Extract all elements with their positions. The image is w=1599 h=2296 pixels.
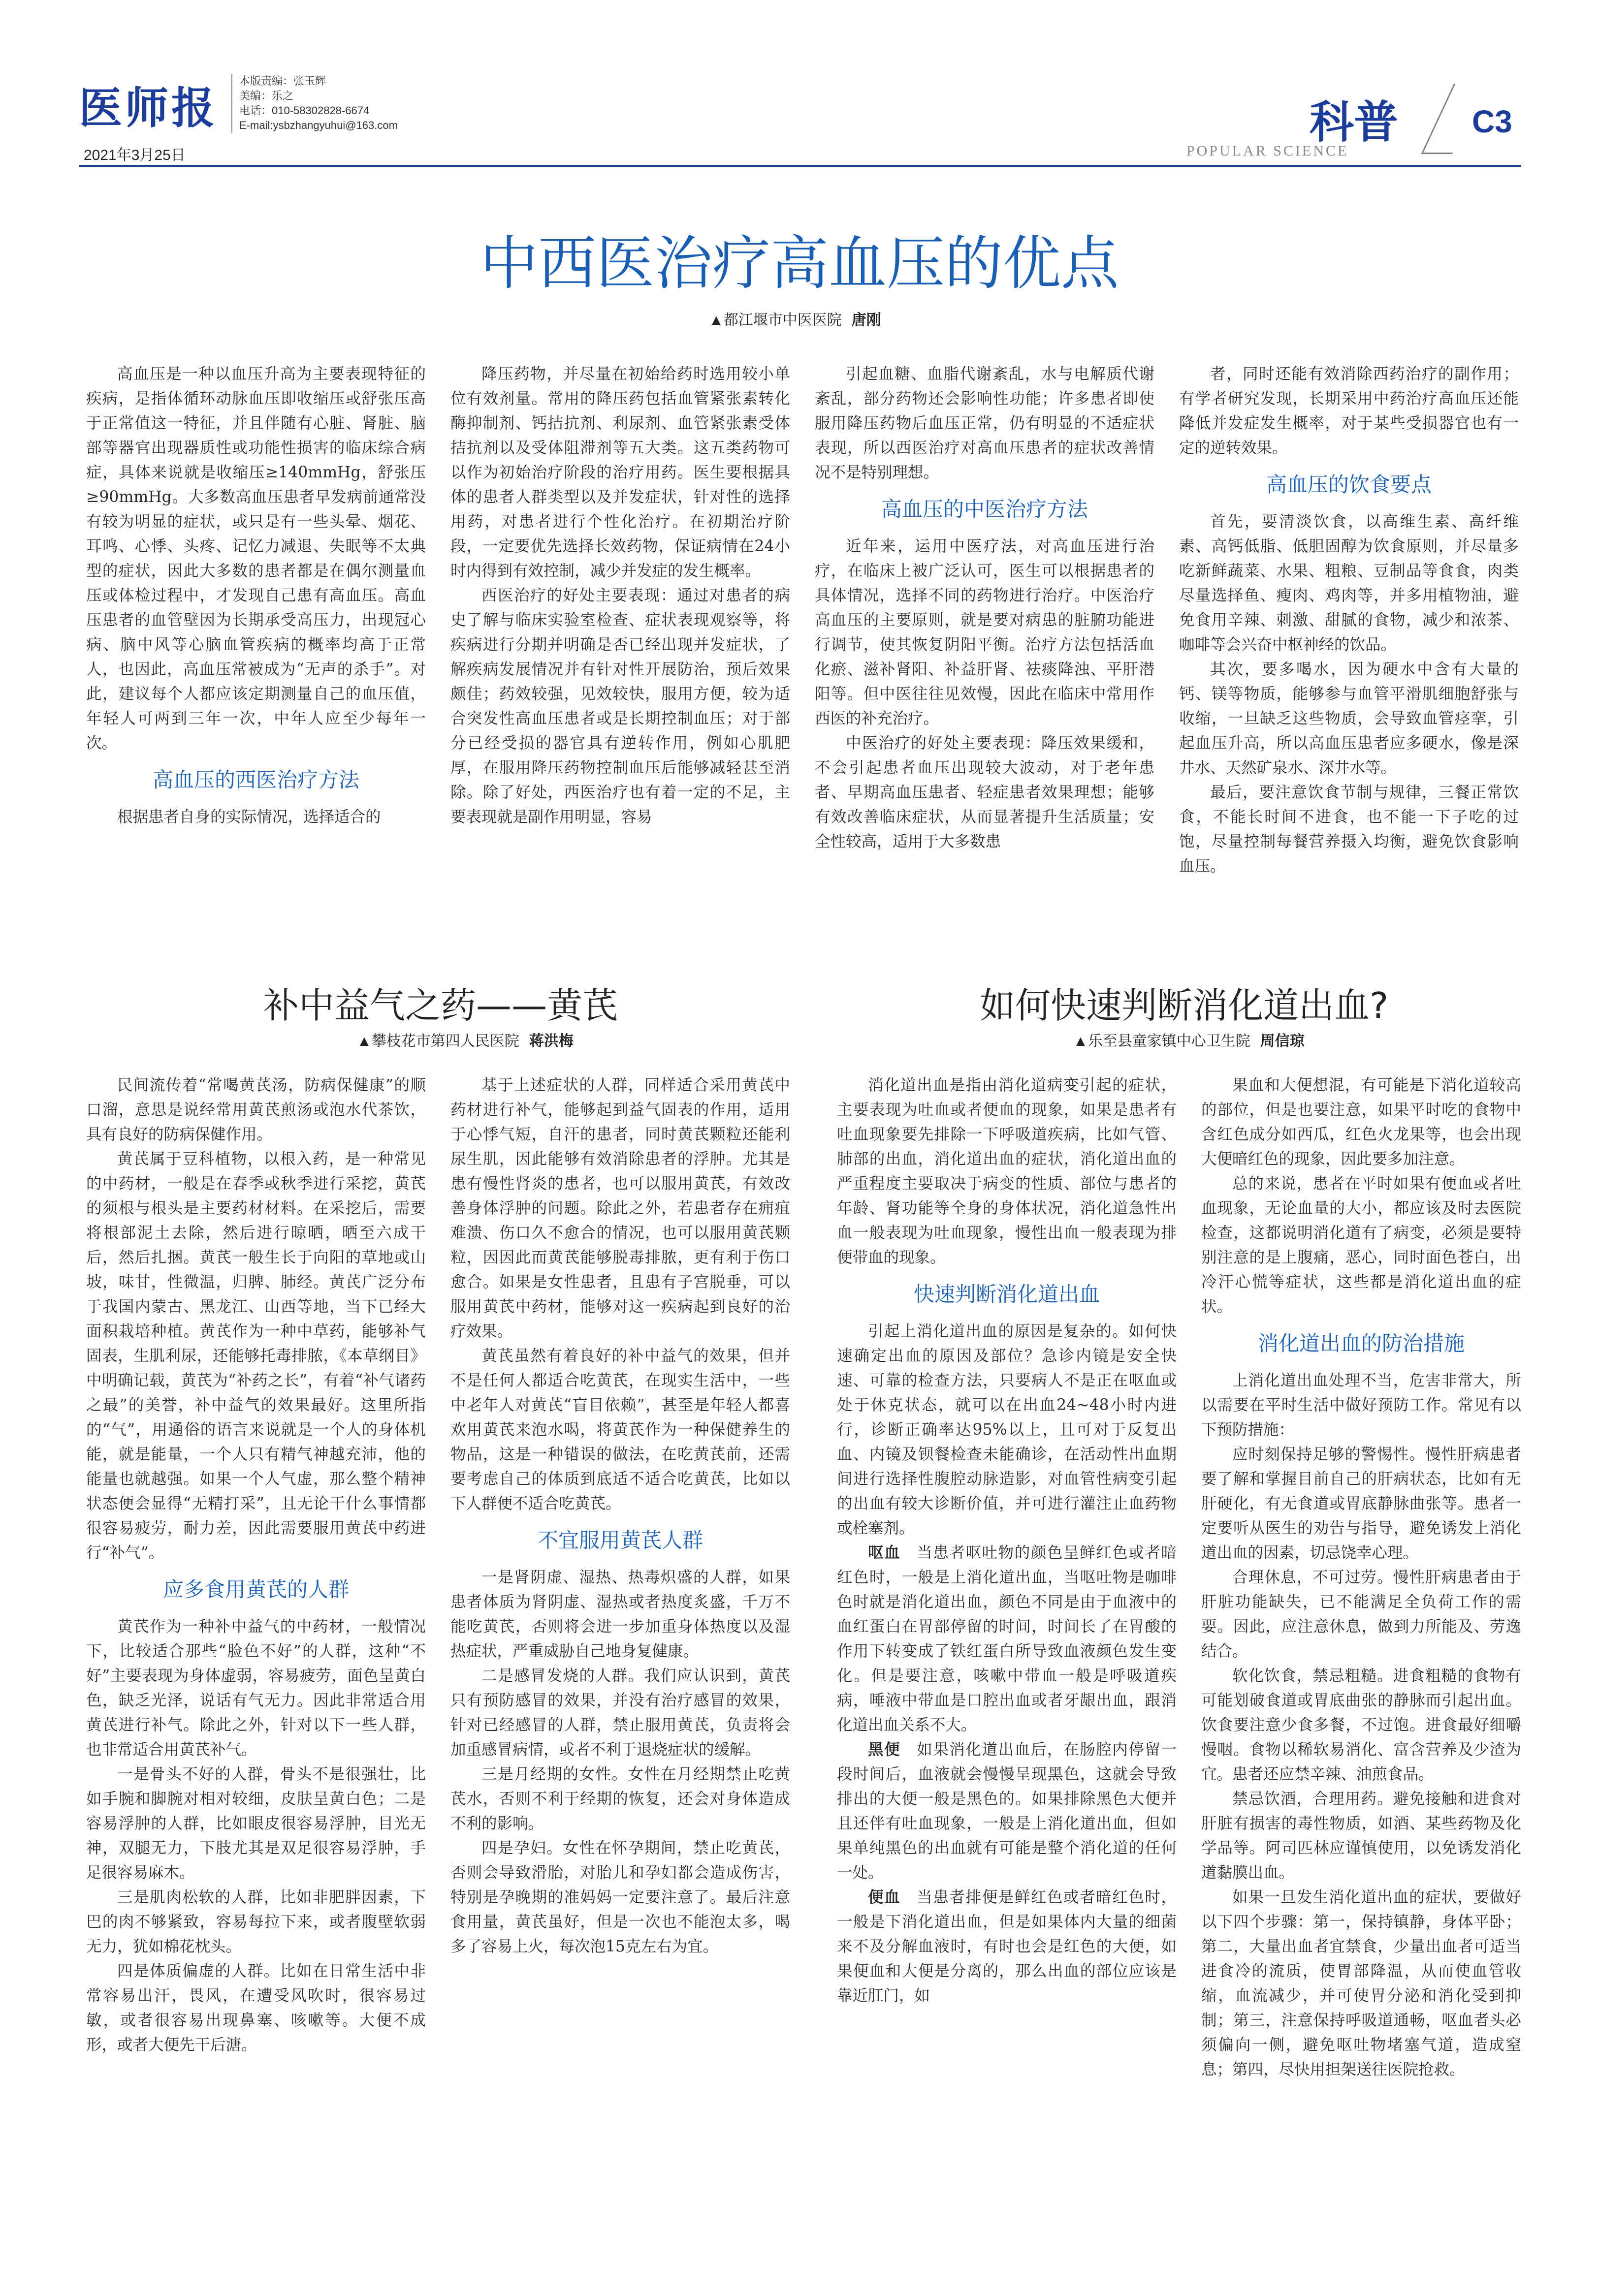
section-heading: 消化道出血的防治措施 (1257, 1331, 1465, 1355)
paragraph (1179, 509, 1519, 657)
paragraph-text: 中医治疗的好处主要表现：降压效果缓和，不会引起患者血压出现较大波动，对于老年患者、早期高血压患者、轻症患者效果理想；能够有效改善临床症状，从而显著提升生活质量；安全性较高，适用于大多数患 (815, 734, 1154, 850)
paragraph-text: 最后，要注意饮食节制与规律，三餐正常饮食，不能长时间不进食，也不能一下子吃的过饱，尽量控制每餐营养摄入均衡，避免饮食影响血压。 (1179, 784, 1519, 875)
designer-line: 美编：乐之 (239, 90, 294, 102)
paragraph-text: 三是肌肉松软的人群，比如非肥胖因素，下巴的肉不够紧致，容易每拉下来，或者腹壁软弱无力，犹如棉花枕头。 (86, 1888, 426, 1955)
article1-byline (709, 308, 881, 329)
paragraph-text: 近年来，运用中医疗法，对高血压进行治疗，在临床上被广泛认可，医生可以根据患者的具体情况，选择不同的药物进行治疗。中医治疗高血压的主要原则，就是要对病患的脏腑功能进行调节，使其恢复阴阳平衡。治疗方法包括活血化瘀、滋补肾阳、补益肝肾、祛痰降浊、平肝潜阳等。但中医往往见效慢，因此在临床中常用作西医的补充治疗。 (815, 537, 1154, 727)
byline-author: 周信琼 (1260, 1033, 1305, 1049)
paragraph-lead: 便血 (868, 1888, 901, 1906)
paragraph-text: 根据患者自身的实际情况，选择适合的 (117, 808, 381, 826)
article2-column-1 (86, 1073, 426, 2057)
paragraph (450, 1664, 790, 1762)
paragraph (815, 534, 1154, 731)
article3-column-1 (837, 1073, 1177, 2008)
paragraph (86, 1614, 426, 1762)
paragraph-text: 上消化道出血处理不当，危害非常大，所以需要在平时生活中做好预防工作。常见有以下预防措施： (1201, 1372, 1521, 1439)
paragraph-text: 当患者排便是鲜红色或者暗红色时，一般是下消化道出血，但是如果体内大量的细菌来不及分解血液时，有时也会是红色的大便，如果便血和大便是分离的，那么出血的部位应该是靠近肛门，如 (837, 1888, 1177, 2005)
paragraph-text: 三是月经期的女性。女性在月经期禁止吃黄芪水，否则不利于经期的恢复，还会对身体造成不利的影响。 (450, 1765, 790, 1832)
paragraph-text: 降压药物，并尽量在初始给药时选用较小单位有效剂量。常用的降压药包括血管紧张素转化酶抑制剂、钙拮抗剂、利尿剂、血管紧张素受体拮抗剂以及受体阻滞剂等五大类。这五类药物可以作为初始治疗阶段的治疗用药。医生要根据具体的患者人群类型以及并发症状，针对性的选择用药，对患者进行个性化治疗。在初期治疗阶段，一定要优先选择长效药物，保证病情在24小时内得到有效控制，减少并发症的发生概率。 (450, 365, 790, 580)
paragraph (86, 362, 426, 755)
paragraph (1179, 780, 1519, 879)
paragraph (450, 583, 790, 829)
article2-column-2 (450, 1073, 790, 1959)
paragraph-text: 二是感冒发烧的人群。我们应认识到，黄芪只有预防感冒的效果，并没有治疗感冒的效果，针对已经感冒的人群，禁止服用黄芪，负责将会加重感冒病情，或者不利于退烧症状的缓解。 (450, 1667, 790, 1759)
paragraph-text: 总的来说，患者在平时如果有便血或者吐血现象，无论血量的大小，都应该及时去医院检查，这都说明消化道有了病变，必须是要特别注意的是上腹痛，恶心，同时面色苍白，出冷汗心慌等症状，这些都是消化道出血的症状。 (1201, 1175, 1521, 1316)
email-line: E-mail:ysbzhangyuhui@163.com (239, 119, 398, 131)
paragraph (1201, 1171, 1521, 1319)
paragraph (450, 1836, 790, 1959)
issue-date: 2021年3月25日 (84, 147, 186, 163)
paragraph (1179, 362, 1519, 460)
paragraph-text: 基于上述症状的人群，同样适合采用黄芪中药材进行补气，能够起到益气固表的作用，适用于心悸气短，自汗的患者，同时黄芪颗粒还能利尿生肌，因此能够有效消除患者的浮肿。尤其是患有慢性肾炎的患者，也可以服用黄芪，有效改善身体浮肿的问题。除此之外，若患者存在痈疽难溃、伤口久不愈合的情况，也可以服用黄芪颗粒，因因此而黄芪能够脱毒排脓，更有利于伤口愈合。如果是女性患者，且患有子宫脱垂，可以服用黄芪中药材，能够对这一疾病起到良好的治疗效果。 (450, 1076, 790, 1340)
paragraph (815, 731, 1154, 854)
paragraph-text: 如果一旦发生消化道出血的症状，要做好以下四个步骤：第一，保持镇静，身体平卧；第二，大量出血者宜禁食，少量出血者可适当进食冷的流质，使胃部降温，从而使血管收缩，血流减少，并可使胃分泌和消化受到抑制；第三，注意保持呼吸道通畅，呕血者头必须偏向一侧，避免呕吐物堵塞气道，造成窒息；第四，尽快用担架送往医院抢救。 (1201, 1888, 1521, 2078)
paragraph (837, 1541, 1177, 1737)
paragraph-text: 禁忌饮酒，合理用药。避免接触和进食对肝脏有损害的毒性物质，如酒、某些药物及化学品等。阿司匹林应谨慎使用，以免诱发消化道黏膜出血。 (1201, 1790, 1521, 1882)
section-heading: 不宜服用黄芪人群 (537, 1528, 703, 1552)
phone-line: 电话：010-58302828-6674 (239, 104, 370, 117)
article1-column-2 (450, 362, 790, 829)
byline-org: ▲攀枝花市第四人民医院 (357, 1033, 519, 1049)
paragraph (86, 1073, 426, 1147)
paragraph-lead: 呕血 (868, 1543, 901, 1562)
article3-byline (1073, 1029, 1305, 1050)
article2-title: 补中益气之药——黄芪 (263, 985, 618, 1026)
paragraph-text: 如果消化道出血后，在肠腔内停留一段时间后，血液就会慢慢呈现黑色，这就会导致排出的大便一般是黑色的。如果排除黑色大便并且还伴有吐血现象，一般是上消化道出血，但如果单纯黑色的出血就有可能是整个消化道的任何一处。 (837, 1741, 1177, 1882)
paragraph (837, 1073, 1177, 1270)
paragraph-text: 黄芪作为一种补中益气的中药材，一般情况下，比较适合那些“脸色不好”的人群，这种“不好”主要表现为身体虚弱，容易疲劳，面色呈黄白色，缺乏光泽，说话有气无力。因此非常适合用黄芪进行补气。除此之外，针对以下一些人群，也非常适合用黄芪补气。 (86, 1618, 426, 1759)
paragraph-text: 其次，要多喝水，因为硬水中含有大量的钙、镁等物质，能够参与血管平滑肌细胞舒张与收缩，一旦缺乏这些物质，会导致血管痉挛，引起血压升高，所以高血压患者应多硬水，像是深井水、天然矿泉水、深井水等。 (1179, 660, 1519, 777)
paragraph (837, 1319, 1177, 1541)
article1-column-4 (1179, 362, 1519, 879)
paragraph (86, 1885, 426, 1959)
paragraph-text: 引起血糖、血脂代谢紊乱，水与电解质代谢紊乱，部分药物还会影响性功能；许多患者即使服用降压药物后血压正常，仍有明显的不适症状表现，所以西医治疗对高血压患者的症状改善情况不是特别理想。 (815, 365, 1154, 481)
paragraph (86, 1147, 426, 1565)
editor-line: 本版责编：张玉辉 (239, 75, 326, 87)
paragraph-text: 黄芪虽然有着良好的补中益气的效果，但并不是任何人都适合吃黄芪，在现实生活中，一些中老年人对黄芪“盲目依赖”，甚至是年轻人都喜欢用黄芪来泡水喝，将黄芪作为一种保健养生的物品，这是一种错误的做法，在吃黄芪前，还需要考虑自己的体质到底适不适合吃黄芪，比如以下人群便不适合吃黄芪。 (450, 1347, 790, 1512)
section-subtitle: POPULAR SCIENCE (1186, 143, 1349, 159)
paragraph-text: 四是孕妇。女性在怀孕期间，禁止吃黄芪，否则会导致滑胎，对胎儿和孕妇都会造成伤害，特别是孕晚期的准妈妈一定要注意了。最后注意食用量，黄芪虽好，但是一次也不能泡太多，喝多了容易上火，每次泡15克左右为宜。 (450, 1839, 790, 1955)
paragraph-text: 果血和大便想混，有可能是下消化道较高的部位，但是也要注意，如果平时吃的食物中含红色成分如西瓜，红色火龙果等，也会出现大便暗红色的现象，因此要多加注意。 (1201, 1076, 1521, 1168)
paragraph (450, 1073, 790, 1344)
paragraph (450, 1344, 790, 1516)
paragraph (86, 805, 426, 829)
paragraph-text: 四是体质偏虚的人群。比如在日常生活中非常容易出汗，畏风，在遭受风吹时，很容易过敏，或者很容易出现鼻塞、咳嗽等。大便不成形，或者大便先干后溏。 (86, 1962, 426, 2054)
paragraph-text: 软化饮食，禁忌粗糙。进食粗糙的食物有可能划破食道或胃底曲张的静脉而引起出血。饮食要注意少食多餐，不过饱。进食最好细嚼慢咽。食物以稀软易消化、富含营养及少渣为宜。患者还应禁辛辣、油煎食品。 (1201, 1667, 1521, 1783)
paragraph-lead: 黑便 (868, 1740, 901, 1759)
paragraph-text: 者，同时还能有效消除西药治疗的副作用；有学者研究发现，长期采用中药治疗高血压还能降低并发症发生概率，对于某些受损器官也有一定的逆转效果。 (1179, 365, 1519, 457)
paragraph (1201, 1565, 1521, 1664)
section-heading: 高血压的中医治疗方法 (881, 497, 1088, 521)
paragraph-text: 一是肾阴虚、湿热、热毒炽盛的人群，如果患者体质为肾阴虚、湿热或者热度炙盛，千万不能吃黄芪，否则将会进一步加重身体热度以及湿热症状，严重威胁自己地身复健康。 (450, 1569, 790, 1660)
paragraph-text: 一是骨头不好的人群，骨头不是很强壮，比如手腕和脚腕对相对较细，皮肤呈黄白色；二是容易浮肿的人群，比如眼皮很容易浮肿，目光无神，双腿无力，下肢尤其是双足很容易浮肿，手足很容易麻木。 (86, 1765, 426, 1882)
paragraph-text: 高血压是一种以血压升高为主要表现特征的疾病，是指体循环动脉血压即收缩压或舒张压高于正常值这一特征，并且伴随有心脏、肾脏、脑部等器官出现器质性或功能性损害的临床综合病症，具体来说就是收缩压≥140mmHg，舒张压≥90mmHg。大多数高血压患者早发病前通常没有较为明显的症状，或只是有一些头晕、烟花、耳鸣、心悸、头疼、记忆力减退、失眠等不太典型的症状，因此大多数的患者都是在偶尔测量血压或体检过程中，才发现自己患有高血压。高血压患者的血管壁因为长期承受高压力，出现冠心病、脑中风等心脑血管疾病的概率均高于正常人，也因此，高血压常被成为“无声的杀手”。对此，建议每个人都应该定期测量自己的血压值，年轻人可两到三年一次，中年人应至少每年一次。 (86, 365, 426, 752)
paragraph-text: 西医治疗的好处主要表现：通过对患者的病史了解与临床实验室检查、症状表现观察等，将疾病进行分期并明确是否已经出现并发症状，了解疾病发展情况并有针对性开展防治，预后效果颇佳；药效较强，见效较快，服用方便，较为适合突发性高血压患者或是长期控制血压；对于部分已经受损的器官具有逆转作用，例如心肌肥厚，在服用降压药物控制血压后能够减轻甚至消除。除了好处，西医治疗也有着一定的不足，主要表现就是副作用明显，容易 (450, 587, 790, 826)
paragraph (450, 362, 790, 583)
section-heading: 高血压的饮食要点 (1266, 472, 1432, 497)
paragraph (86, 1762, 426, 1885)
page-code: C3 (1472, 104, 1512, 139)
paragraph (1201, 1073, 1521, 1171)
paragraph (1201, 1885, 1521, 2082)
paragraph (1201, 1664, 1521, 1787)
section-title: 科普 (1310, 96, 1398, 148)
paragraph-text: 黄芪属于豆科植物，以根入药，是一种常见的中药材，一般是在春季或秋季进行采挖，黄芪的须根与根头是主要药材材料。在采挖后，需要将根部泥土去除，然后进行晾晒，晒至六成干后，然后扎捆。黄芪一般生长于向阳的草地或山坡，味甘，性微温，归脾、肺经。黄芪广泛分布于我国内蒙古、黑龙江、山西等地，当下已经大面积栽培种植。黄芪作为一种中草药，能够补气固表，生肌利尿，还能够托毒排脓，《本草纲目》中明确记载，黄芪为“补药之长”，有着“补气诸药之最”的美誉，补中益气的效果最好。这里所指的“气”，用通俗的语言来说就是一个人的身体机能，就是能量，一个人只有精气神越充沛，他的能量也就越强。如果一个人气虚，那么整个精神状态便会显得“无精打采”，且无论干什么事情都很容易疲劳，耐力差，因此需要服用黄芪中药进行“补气”。 (86, 1150, 426, 1562)
article1-title: 中西医治疗高血压的优点 (480, 229, 1119, 297)
article2-byline (357, 1029, 574, 1050)
section-heading: 快速判断消化道出血 (913, 1282, 1100, 1306)
article1-column-3 (815, 362, 1154, 854)
header-rule (79, 165, 1521, 167)
paragraph (1179, 657, 1519, 780)
paragraph (1201, 1442, 1521, 1565)
paragraph-text: 首先，要清淡饮食，以高维生素、高纤维素、高钙低脂、低胆固醇为饮食原则，并尽量多吃新鲜蔬菜、水果、粗粮、豆制品等食食，肉类尽量选择鱼、瘦肉、鸡肉等，并多用植物油，避免食用辛辣、刺激、甜腻的食物，减少和浓茶、咖啡等会兴奋中枢神经的饮品。 (1179, 513, 1519, 654)
paragraph (815, 362, 1154, 485)
article3-column-2 (1201, 1073, 1521, 2082)
paragraph-text: 合理休息，不可过劳。慢性肝病患者由于肝脏功能缺失，已不能满足全负荷工作的需要。因此，应注意休息，做到力所能及、劳逸结合。 (1201, 1569, 1521, 1660)
paragraph (1201, 1368, 1521, 1442)
byline-org: ▲乐至县童家镇中心卫生院 (1073, 1033, 1250, 1049)
masthead-info (231, 74, 398, 133)
paragraph-text: 当患者呕吐物的颜色呈鲜红色或者暗红色时，一般是上消化道出血，当呕吐物是咖啡色时就是消化道出血，颜色不同是由于血液中的血红蛋白在胃部停留的时间，时间长了在胃酸的作用下转变成了铁红蛋白所导致血液颜色发生变化。但是要注意，咳嗽中带血一般是呼吸道疾病，唾液中带血是口腔出血或者牙龈出血，跟消化道出血关系不大。 (837, 1544, 1177, 1734)
paragraph-text: 应时刻保持足够的警惕性。慢性肝病患者要了解和掌握目前自己的肝病状态，比如有无肝硬化，有无食道或胃底静脉曲张等。患者一定要听从医生的劝告与指导，避免诱发上消化道出血的因素，切忌饶幸心理。 (1201, 1446, 1521, 1562)
paragraph (837, 1885, 1177, 2008)
paragraph-text: 引起上消化道出血的原因是复杂的。如何快速确定出血的原因及部位？急诊内镜是安全快速、可靠的检查方法，只要病人不是正在呕血或处于休克状态，就可以在出血24~48小时内进行，诊断正确率达95%以上，且可对于反复出血、内镜及钡餐检查未能确诊，在活动性出血期间进行选择性腹腔动脉造影，对血管性病变引起的出血有较大诊断价值，并可进行灌注止血药物或栓塞剂。 (837, 1322, 1177, 1537)
byline-org: ▲都江堰市中医医院 (709, 312, 842, 328)
section-heading: 高血压的西医治疗方法 (152, 768, 359, 792)
article1-column-1 (86, 362, 426, 829)
paragraph-text: 民间流传着“常喝黄芪汤，防病保健康”的顺口溜，意思是说经常用黄芪煎汤或泡水代茶饮，具有良好的防病保健作用。 (86, 1076, 426, 1143)
paragraph (450, 1762, 790, 1836)
paragraph (86, 1959, 426, 2057)
section-heading: 应多食用黄芪的人群 (162, 1577, 349, 1602)
byline-author: 唐刚 (851, 312, 881, 328)
paragraph (1201, 1787, 1521, 1885)
masthead-logo: 医师报 (79, 82, 218, 133)
article3-title: 如何快速判断消化道出血? (980, 985, 1389, 1026)
paragraph (837, 1737, 1177, 1885)
paragraph (450, 1565, 790, 1664)
byline-author: 蒋洪梅 (529, 1033, 574, 1049)
paragraph-text: 消化道出血是指由消化道病变引起的症状，主要表现为吐血或者便血的现象，如果是患者有吐血现象要先排除一下呼吸道疾病，比如气管、肺部的出血，消化道出血的症状，消化道出血的严重程度主要取决于病变的性质、部位与患者的年龄、肾功能等全身的身体状况，消化道急性出血一般表现为吐血现象，慢性出血一般表现为排便带血的现象。 (837, 1076, 1177, 1266)
